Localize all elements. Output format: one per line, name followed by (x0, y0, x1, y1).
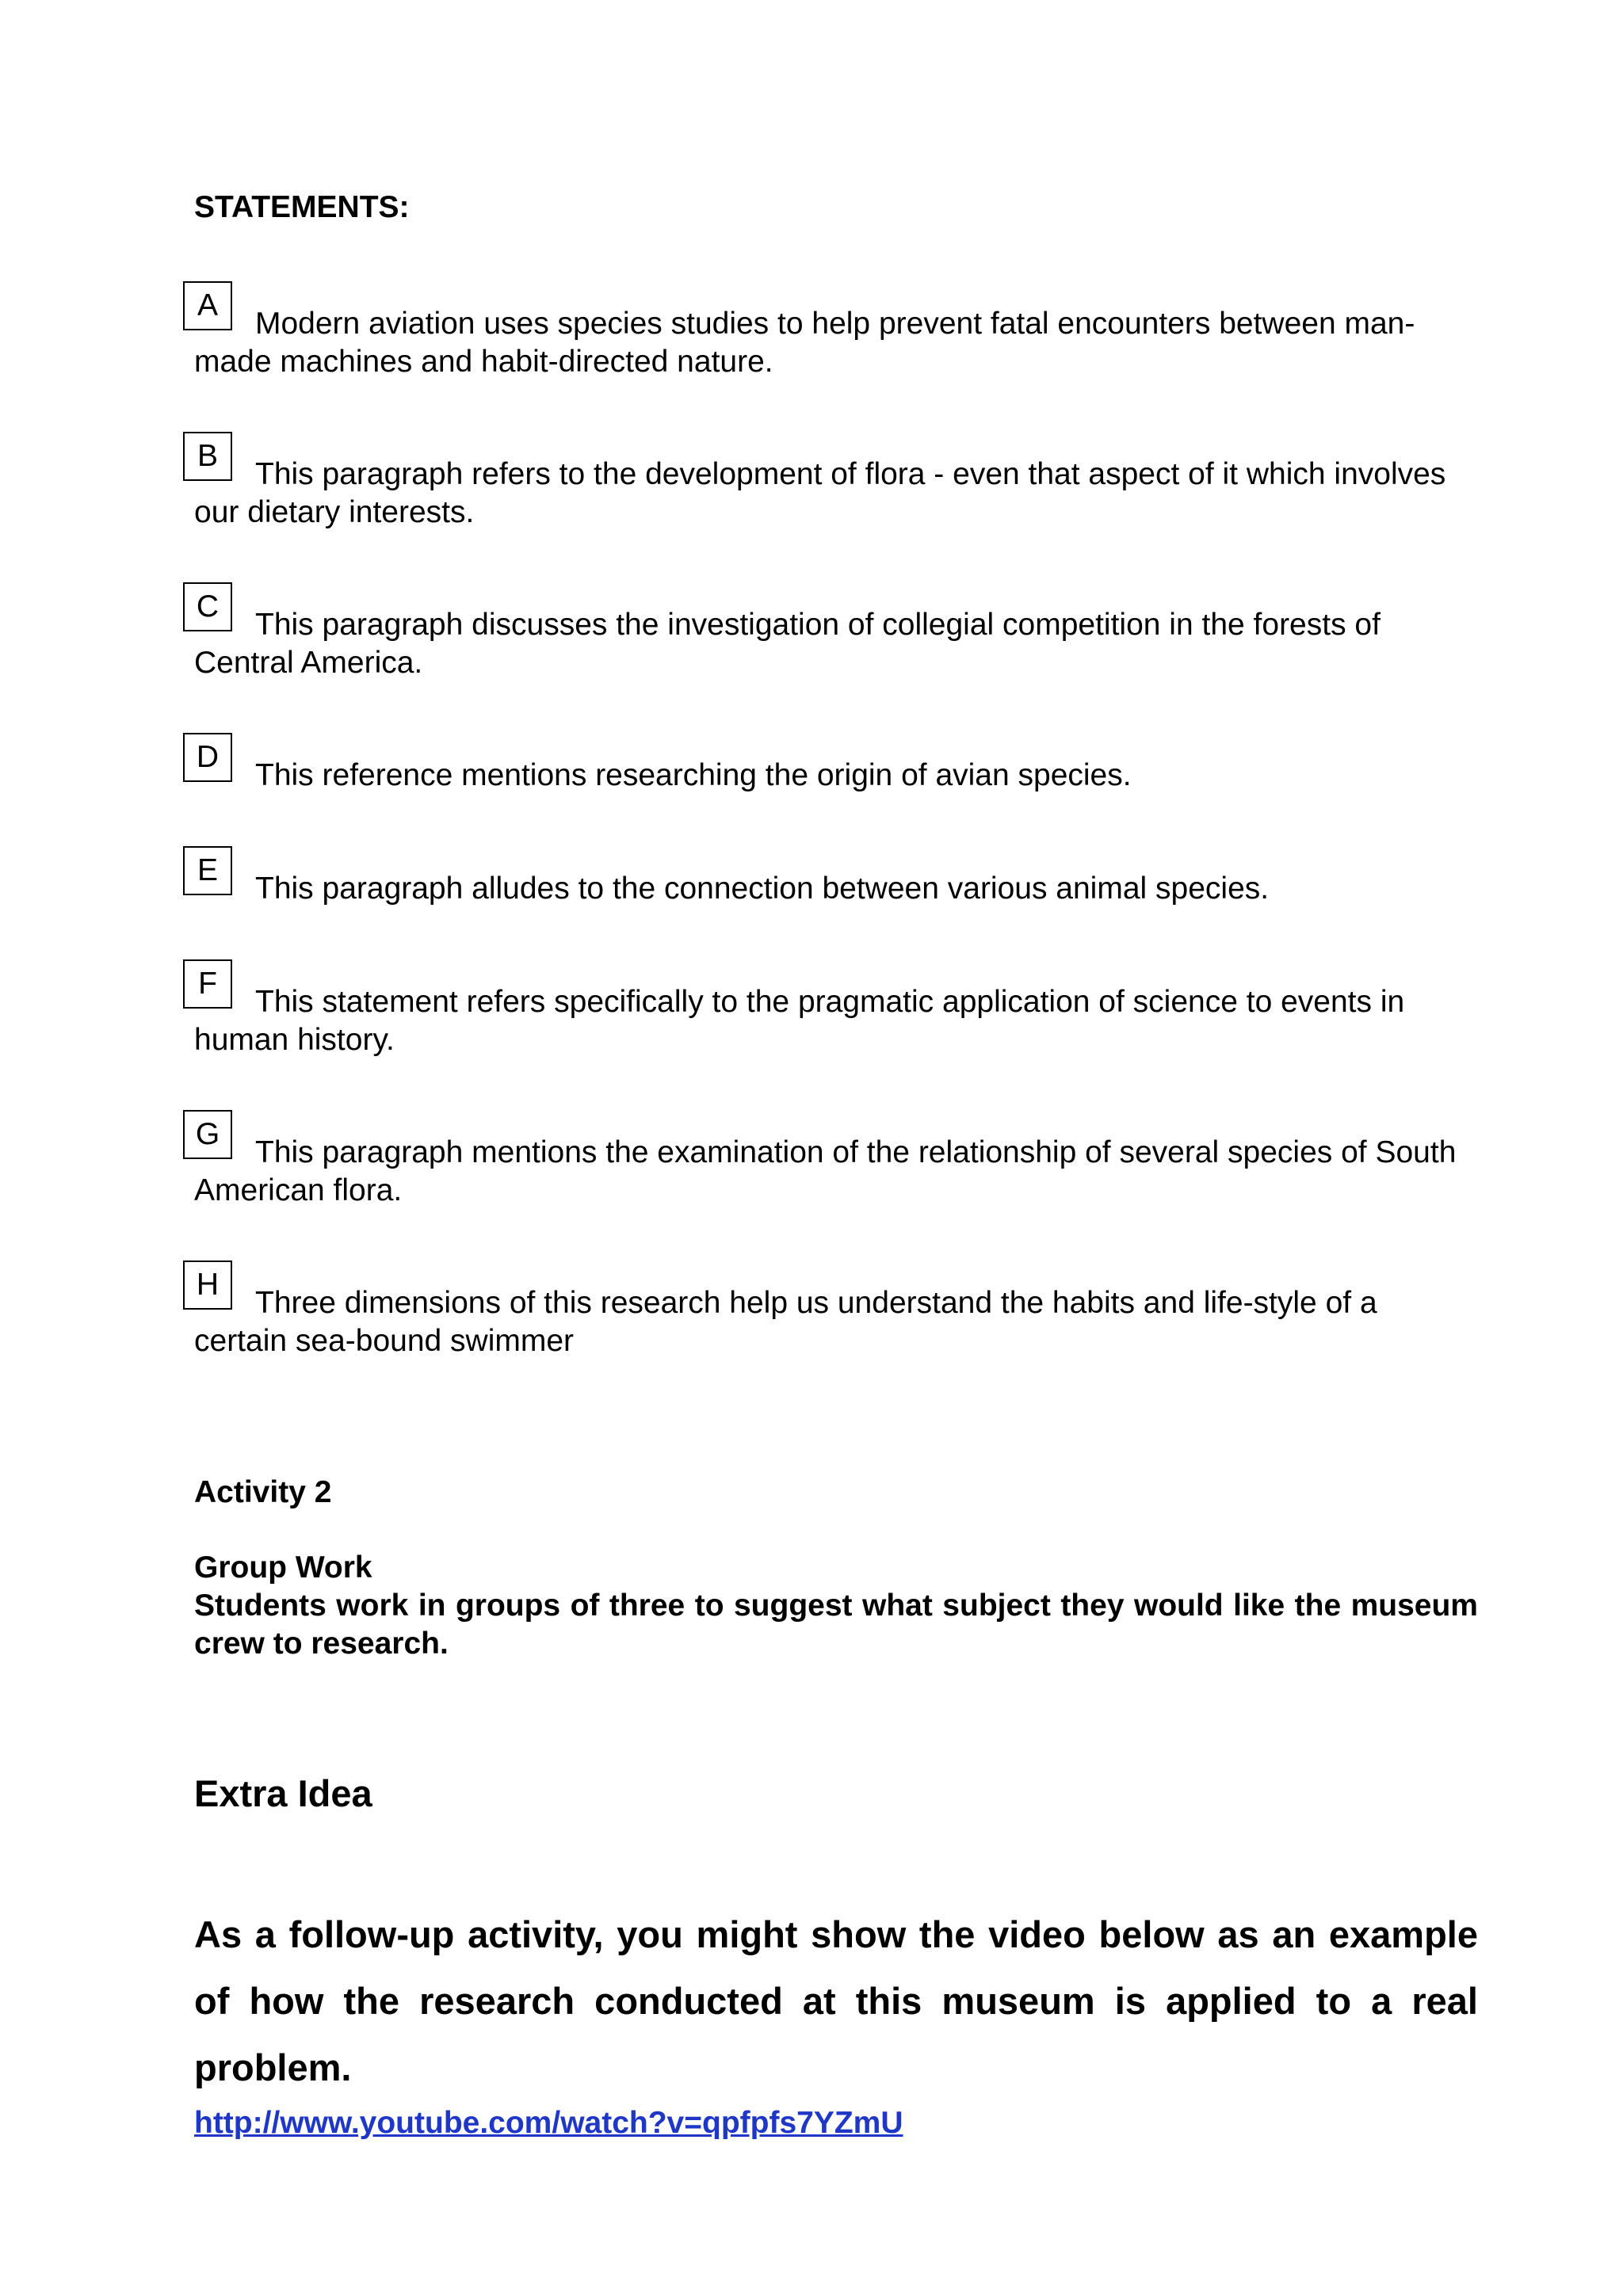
statement-letter-box: C (183, 582, 232, 631)
group-work-instruction: Students work in groups of three to suggest what subject they would like the museum crew to research. (194, 1589, 1478, 1661)
statement-letter-box: D (183, 733, 232, 782)
statement-text: This paragraph mentions the examination of the relationship of several species of South American flora. (194, 1135, 1457, 1207)
statement-text: Modern aviation uses species studies to help prevent fatal encounters between man-made machines and habit-directed nature. (194, 307, 1415, 379)
statement-d (194, 733, 1478, 795)
activity-2-title: Activity 2 (194, 1475, 332, 1509)
statement-text: This paragraph refers to the development of flora - even that aspect of it which involves our dietary interests. (194, 457, 1446, 529)
statement-text: This paragraph discusses the investigation of collegial competition in the forests of Central America. (194, 608, 1381, 680)
group-work-block (194, 1549, 1478, 1663)
statement-text: Three dimensions of this research help us understand the habits and life-style of a certain sea-bound swimmer (194, 1286, 1377, 1358)
group-work-subtitle: Group Work (194, 1550, 372, 1585)
statement-text: This statement refers specifically to the pragmatic application of science to events in human history. (194, 985, 1405, 1057)
statement-letter-box: H (183, 1261, 232, 1310)
statement-f (194, 959, 1478, 1059)
statement-letter-box: F (183, 959, 232, 1009)
statement-g (194, 1110, 1478, 1210)
follow-up-paragraph: As a follow-up activity, you might show the video below as an example of how the research conducted at this museum is applied to a real problem. (194, 1913, 1478, 2088)
statement-a (194, 281, 1478, 381)
statement-h (194, 1261, 1478, 1360)
youtube-video-link[interactable]: http://www.youtube.com/watch?v=qpfpfs7YZmU (194, 2106, 903, 2140)
statement-c (194, 582, 1478, 682)
statement-e (194, 846, 1478, 908)
statement-letter-box: B (183, 432, 232, 481)
extra-idea-title: Extra Idea (194, 1772, 372, 1814)
statements-heading: STATEMENTS: (194, 190, 410, 224)
statement-letter-box: E (183, 846, 232, 895)
statement-letter-box: G (183, 1110, 232, 1159)
statement-text: This paragraph alludes to the connection between various animal species. (255, 871, 1270, 906)
statement-b (194, 432, 1478, 532)
statement-text: This reference mentions researching the origin of avian species. (255, 758, 1132, 792)
statement-letter-box: A (183, 281, 232, 330)
